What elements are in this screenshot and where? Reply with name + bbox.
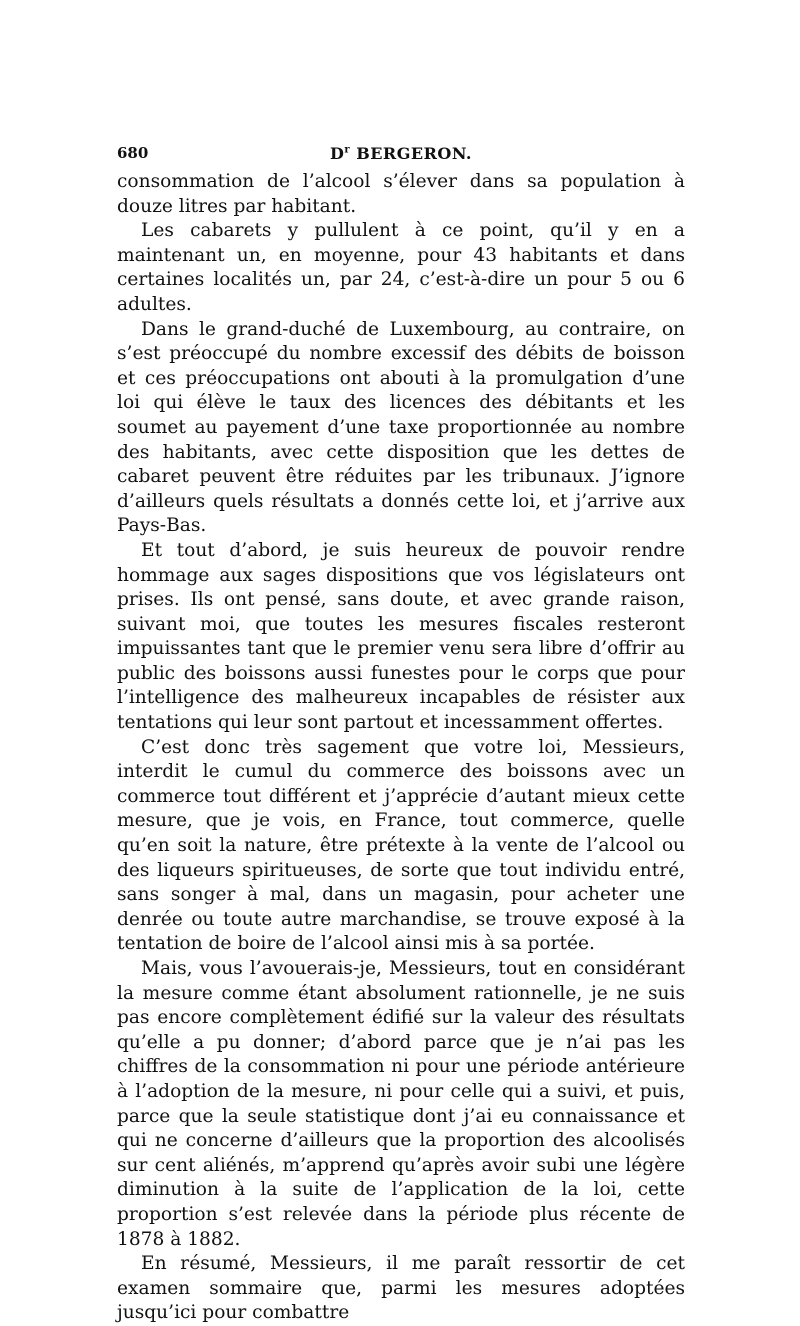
paragraph: C’est donc très sagement que votre loi, Messieurs, interdit le cumul du commerce des boissons avec un commerce tout différent et j’apprécie d’autant mieux cette mesure, que je vois, en France, tout commerce, quelle qu’en soit la nature, être prétexte à la vente de l’alcool ou des liqueurs spiritueuses, de sorte que tout individu entré, sans songer à mal, dans un magasin, pour acheter une denrée ou toute autre marchandise, se trouve exposé à la tentation de boire de l’alcool ainsi mis à sa portée. (117, 736, 685, 955)
paragraph: Et tout d’abord, je suis heureux de pouvoir rendre hommage aux sages dispositions que vos législateurs ont prises. Ils ont pensé, sans doute, et avec grande raison, suivant moi, que toutes les mesures fiscales resteront impuissantes tant que le premier venu sera libre d’offrir au public des boissons aussi funestes pour le corps que pour l’intelligence des malheureux incapables de résister aux tentations qui leur sont partout et incessamment offertes. (117, 539, 685, 734)
author-name: BERGERON. (350, 144, 472, 163)
author-initial-superscript: r (344, 144, 351, 156)
page-number: 680 (117, 144, 149, 162)
author-initial: D (329, 144, 345, 163)
body-text (117, 170, 685, 1326)
running-head (117, 140, 685, 170)
paragraph: Les cabarets y pullulent à ce point, qu’il y en a maintenant un, en moyenne, pour 43 habitants et dans certaines localités un, par 24, c’est-à-dire un pour 5 ou 6 adultes. (117, 220, 685, 315)
paragraph: consommation de l’alcool s’élever dans sa population à douze litres par habitant. (117, 171, 685, 217)
running-head-title (117, 144, 685, 163)
paragraph: Dans le grand-duché de Luxembourg, au contraire, on s’est préoccupé du nombre excessif des débits de boisson et ces préoccupations ont abouti à la promulgation d’une loi qui élève le taux des licences des débitants et les soumet au payement d’une taxe proportionnée au nombre des habitants, avec cette disposition que les dettes de cabaret peuvent être réduites par les tribunaux. J’ignore d’ailleurs quels résultats a donnés cette loi, et j’arrive aux Pays-Bas. (117, 318, 685, 537)
document-page (117, 140, 685, 1326)
paragraph: En résumé, Messieurs, il me paraît ressortir de cet examen sommaire que, parmi les mesures adoptées jusqu’ici pour combattre (117, 1253, 685, 1324)
paragraph: Mais, vous l’avouerais-je, Messieurs, tout en considérant la mesure comme étant absolument rationnelle, je ne suis pas encore complètement édifié sur la valeur des résultats qu’elle a pu donner; d’abord parce que je n’ai pas les chiffres de la consommation ni pour une période antérieure à l’adoption de la mesure, ni pour celle qui a suivi, et puis, parce que la seule statistique dont j’ai eu connaissance et qui ne concerne d’ailleurs que la proportion des alcoolisés sur cent aliénés, m’apprend qu’après avoir subi une légère diminution à la suite de l’application de la loi, cette proportion s’est relevée dans la période plus récente de 1878 à 1882. (117, 958, 685, 1250)
